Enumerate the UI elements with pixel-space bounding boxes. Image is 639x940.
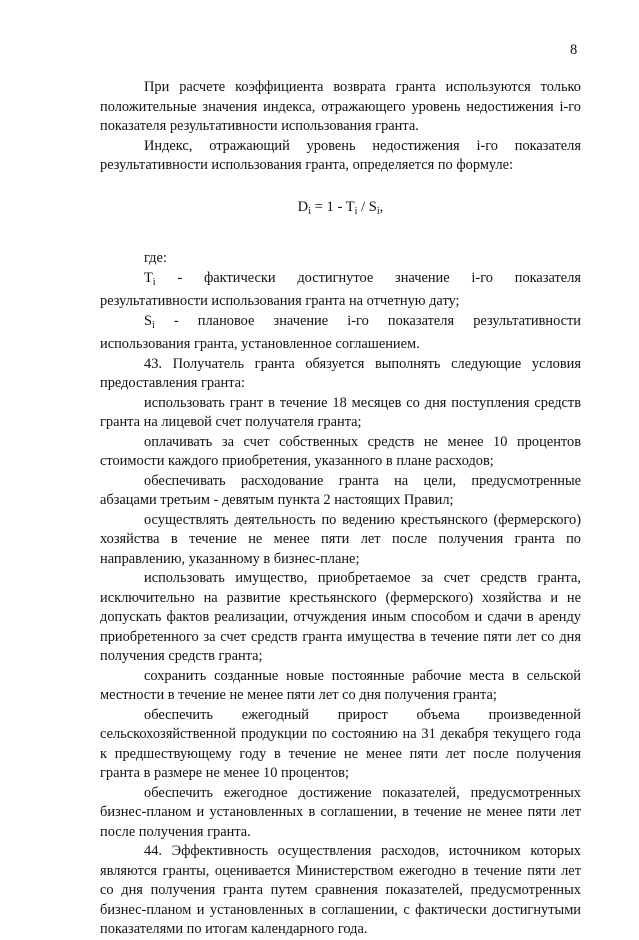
condition-item: использовать грант в течение 18 месяцев со дня поступления средств гранта на лицевой счет получателя гранта; <box>100 394 581 430</box>
formula-t-subscript: i <box>354 205 358 217</box>
paragraph-44: 44. Эффективность осуществления расходов, источником которых являются гранты, оценивается Министерством ежегодно в течение пяти лет со дня получения гранта путем сравнения показателей, предусмотренных бизнес-планом и установленных в соглашении, с фактически достигнутыми показателями по итогам календарного года. <box>100 843 581 937</box>
formula <box>100 198 581 222</box>
page-number: 8 <box>570 42 578 58</box>
paragraph: Индекс, отражающий уровень недостижения i-го показателя результативности использования гранта, определяется по формуле: <box>100 137 581 173</box>
definition-symbol: T <box>144 269 153 286</box>
document-body <box>100 78 581 940</box>
paragraph-43: 43. Получатель гранта обязуется выполнять следующие условия предоставления гранта: <box>100 355 581 391</box>
condition-item: обеспечивать расходование гранта на цели, предусмотренные абзацами третьим - девятым пункта 2 настоящих Правил; <box>100 472 581 508</box>
formula-end: , <box>379 198 384 215</box>
condition-item: обеспечить ежегодное достижение показателей, предусмотренных бизнес-планом и установленных в соглашении, в течение не менее пяти лет после получения гранта. <box>100 784 581 840</box>
condition-item: использовать имущество, приобретаемое за счет средств гранта, исключительно на развитие крестьянского (фермерского) хозяйства и не допускать фактов реализации, отчуждения иным способом и сдачи в аренду приобретенного за счет средств гранта имущества в течение пяти лет со дня получения средств гранта; <box>100 570 581 664</box>
condition-item: сохранить созданные новые постоянные рабочие места в сельской местности в течение не менее пяти лет со дня получения гранта; <box>100 667 581 703</box>
definition-text: - фактически достигнутое значение i-го показателя результативности использования гранта на отчетную дату; <box>100 269 581 309</box>
formula-lhs: D <box>297 198 309 215</box>
definition-text: - плановое значение i-го показателя результативности использования гранта, установленное соглашением. <box>100 312 581 352</box>
formula-slash: / S <box>357 198 377 215</box>
definition-subscript: i <box>152 319 155 331</box>
condition-item: осуществлять деятельность по ведению крестьянского (фермерского) хозяйства в течение не менее пяти лет после получения гранта по направлению, указанному в бизнес-плане; <box>100 511 581 567</box>
where-label: где: <box>144 250 167 266</box>
definition-symbol: S <box>144 312 153 329</box>
formula-s-subscript: i <box>376 205 380 217</box>
definition-t <box>100 269 581 312</box>
paragraph: При расчете коэффициента возврата гранта используются только положительные значения индекса, отражающего уровень недостижения i-го показателя результативности использования гранта. <box>100 79 581 134</box>
definition-subscript: i <box>152 276 156 288</box>
formula-lhs-subscript: i <box>308 205 311 217</box>
condition-item: оплачивать за счет собственных средств не менее 10 процентов стоимости каждого приобретения, указанного в плане расходов; <box>100 433 581 469</box>
formula-equals: = 1 - T <box>311 198 355 215</box>
condition-item: обеспечить ежегодный прирост объема произведенной сельскохозяйственной продукции по состоянию на 31 декабря текущего года к предшествующему году в течение не менее пяти лет после получения гранта в размере не менее 10 процентов; <box>100 706 581 781</box>
definition-s <box>100 312 581 355</box>
